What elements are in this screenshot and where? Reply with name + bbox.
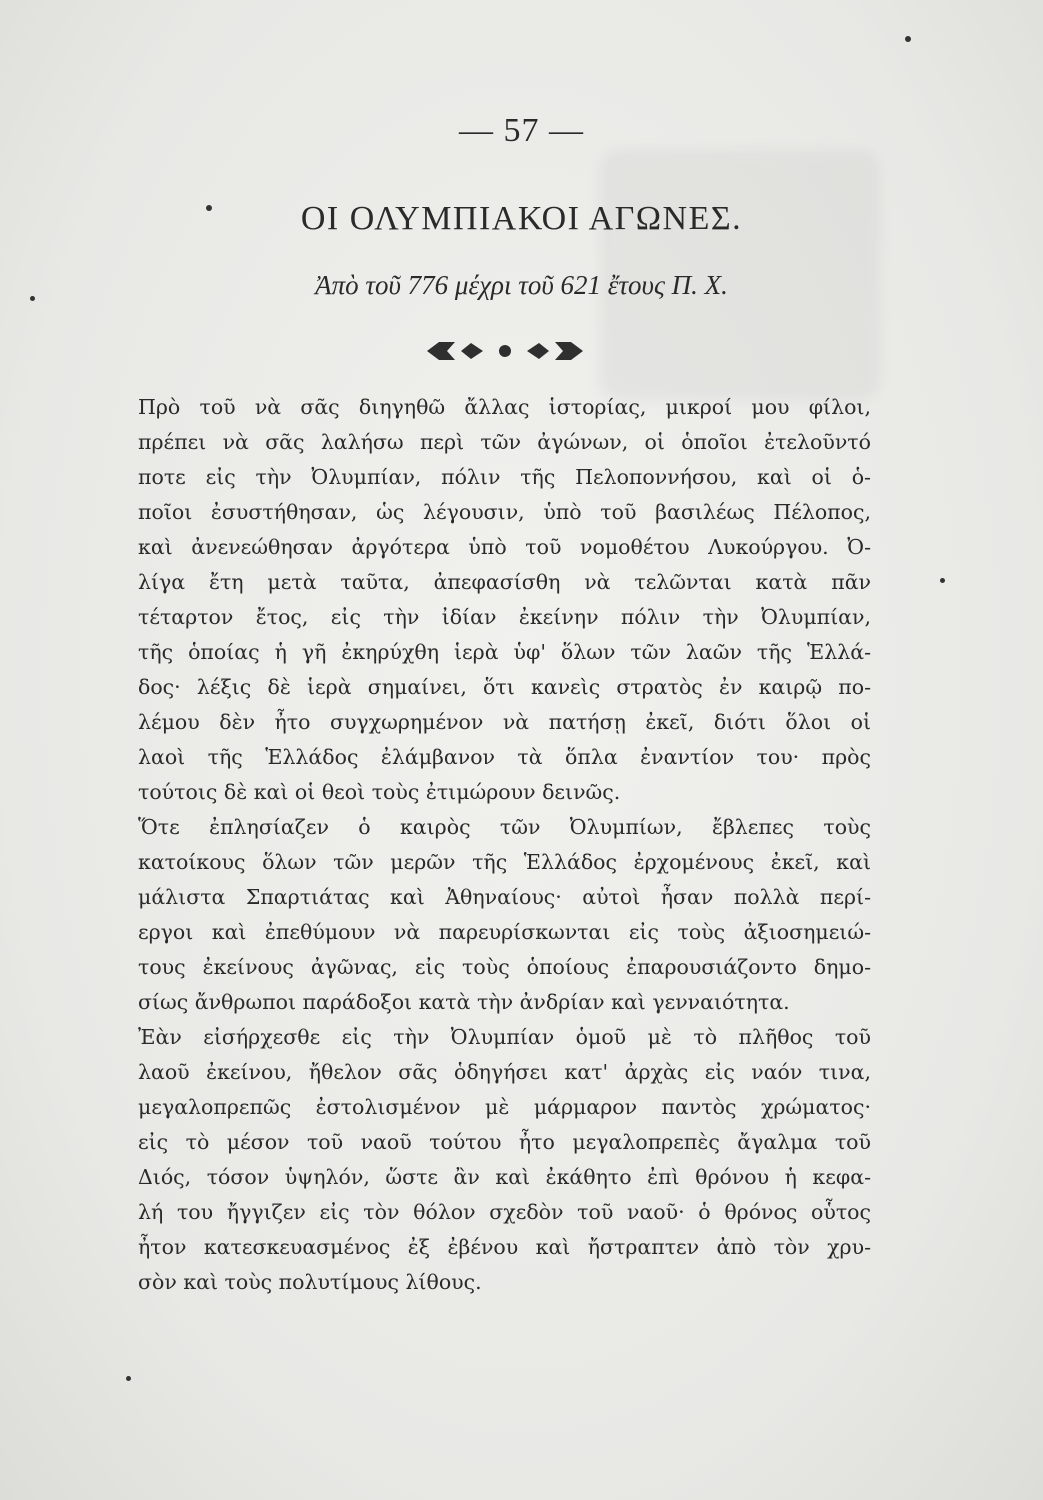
text-line: λίγα ἔτη μετὰ ταῦτα, ἀπεφασίσθη νὰ τελῶνται κατὰ πᾶν	[138, 570, 871, 594]
speck	[206, 205, 212, 211]
text-line: κατοίκους ὅλων τῶν μερῶν τῆς Ἑλλάδος ἐρχομένους ἐκεῖ, καὶ	[138, 850, 871, 874]
speck	[126, 1376, 131, 1381]
text-line: εἰς τὸ μέσον τοῦ ναοῦ τούτου ἦτο μεγαλοπρεπὲς ἄγαλμα τοῦ	[138, 1130, 871, 1154]
text-line: Διός, τόσον ὑψηλόν, ὥστε ἂν καὶ ἐκάθητο ἐπὶ θρόνου ἡ κεφα-	[138, 1165, 871, 1189]
text-line: λαοῦ ἐκείνου, ἤθελον σᾶς ὁδηγήσει κατ' ἀρχὰς εἰς ναόν τινα,	[138, 1060, 871, 1084]
page-number: — 57 —	[459, 112, 584, 149]
text-line: δος· λέξις δὲ ἱερὰ σημαίνει, ὅτι κανεὶς στρατὸς ἐν καιρῷ πο-	[138, 675, 871, 699]
text-line: μεγαλοπρεπῶς ἐστολισμένον μὲ μάρμαρον παντὸς χρώματος·	[138, 1095, 871, 1119]
text-line: πρέπει νὰ σᾶς λαλήσω περὶ τῶν ἀγώνων, οἱ ὁποῖοι ἐτελοῦντό	[138, 430, 871, 454]
body-text	[138, 390, 871, 1300]
ornament-divider-icon	[425, 338, 585, 364]
text-line: Ὅτε ἐπλησίαζεν ὁ καιρὸς τῶν Ὀλυμπίων, ἔβλεπες τοὺς	[138, 815, 871, 839]
text-line: λαοὶ τῆς Ἑλλάδος ἐλάμβανον τὰ ὅπλα ἐναντίον του· πρὸς	[138, 745, 871, 769]
text-line: ποῖοι ἐσυστήθησαν, ὡς λέγουσιν, ὑπὸ τοῦ βασιλέως Πέλοπος,	[138, 500, 871, 524]
speck	[905, 36, 911, 42]
text-line: εργοι καὶ ἐπεθύμουν νὰ παρευρίσκωνται εἰς τοὺς ἀξιοσημειώ-	[138, 920, 871, 944]
text-line: Ἐὰν εἰσήρχεσθε εἰς τὴν Ὀλυμπίαν ὁμοῦ μὲ τὸ πλῆθος τοῦ	[138, 1025, 871, 1049]
text-line: σὸν καὶ τοὺς πολυτίμους λίθους.	[138, 1270, 482, 1294]
text-line: μάλιστα Σπαρτιάτας καὶ Ἀθηναίους· αὐτοὶ ἦσαν πολλὰ περί-	[138, 885, 871, 909]
text-line: τέταρτον ἔτος, εἰς τὴν ἰδίαν ἐκείνην πόλιν τὴν Ὀλυμπίαν,	[138, 605, 871, 629]
text-line: ἦτον κατεσκευασμένος ἐξ ἐβένου καὶ ἤστραπτεν ἀπὸ τὸν χρυ-	[138, 1235, 871, 1259]
chapter-title: ΟΙ ΟΛΥΜΠΙΑΚΟΙ ΑΓΩΝΕΣ.	[300, 200, 743, 237]
speck	[30, 296, 35, 301]
text-line: λέμου δὲν ἦτο συγχωρημένον νὰ πατήσῃ ἐκεῖ, διότι ὅλοι οἱ	[138, 710, 871, 734]
speck	[940, 578, 945, 583]
text-line: ποτε εἰς τὴν Ὀλυμπίαν, πόλιν τῆς Πελοποννήσου, καὶ οἱ ὁ-	[138, 465, 871, 489]
text-line: τους ἐκείνους ἀγῶνας, εἰς τοὺς ὁποίους ἐπαρουσιάζοντο δημο-	[138, 955, 871, 979]
text-line: σίως ἄνθρωποι παράδοξοι κατὰ τὴν ἀνδρίαν καὶ γενναιότητα.	[138, 990, 790, 1014]
chapter-subtitle: Ἀπὸ τοῦ 776 μέχρι τοῦ 621 ἔτους Π. Χ.	[315, 270, 728, 300]
text-line: τῆς ὁποίας ἡ γῆ ἐκηρύχθη ἱερὰ ὑφ' ὅλων τῶν λαῶν τῆς Ἑλλά-	[138, 640, 871, 664]
text-line: λή του ἤγγιζεν εἰς τὸν θόλον σχεδὸν τοῦ ναοῦ· ὁ θρόνος οὗτος	[138, 1200, 871, 1224]
text-line: τούτοις δὲ καὶ οἱ θεοὶ τοὺς ἐτιμώρουν δεινῶς.	[138, 780, 621, 804]
text-line: Πρὸ τοῦ νὰ σᾶς διηγηθῶ ἄλλας ἱστορίας, μικροί μου φίλοι,	[138, 395, 871, 419]
text-line: καὶ ἀνενεώθησαν ἀργότερα ὑπὸ τοῦ νομοθέτου Λυκούργου. Ὀ-	[138, 535, 871, 559]
